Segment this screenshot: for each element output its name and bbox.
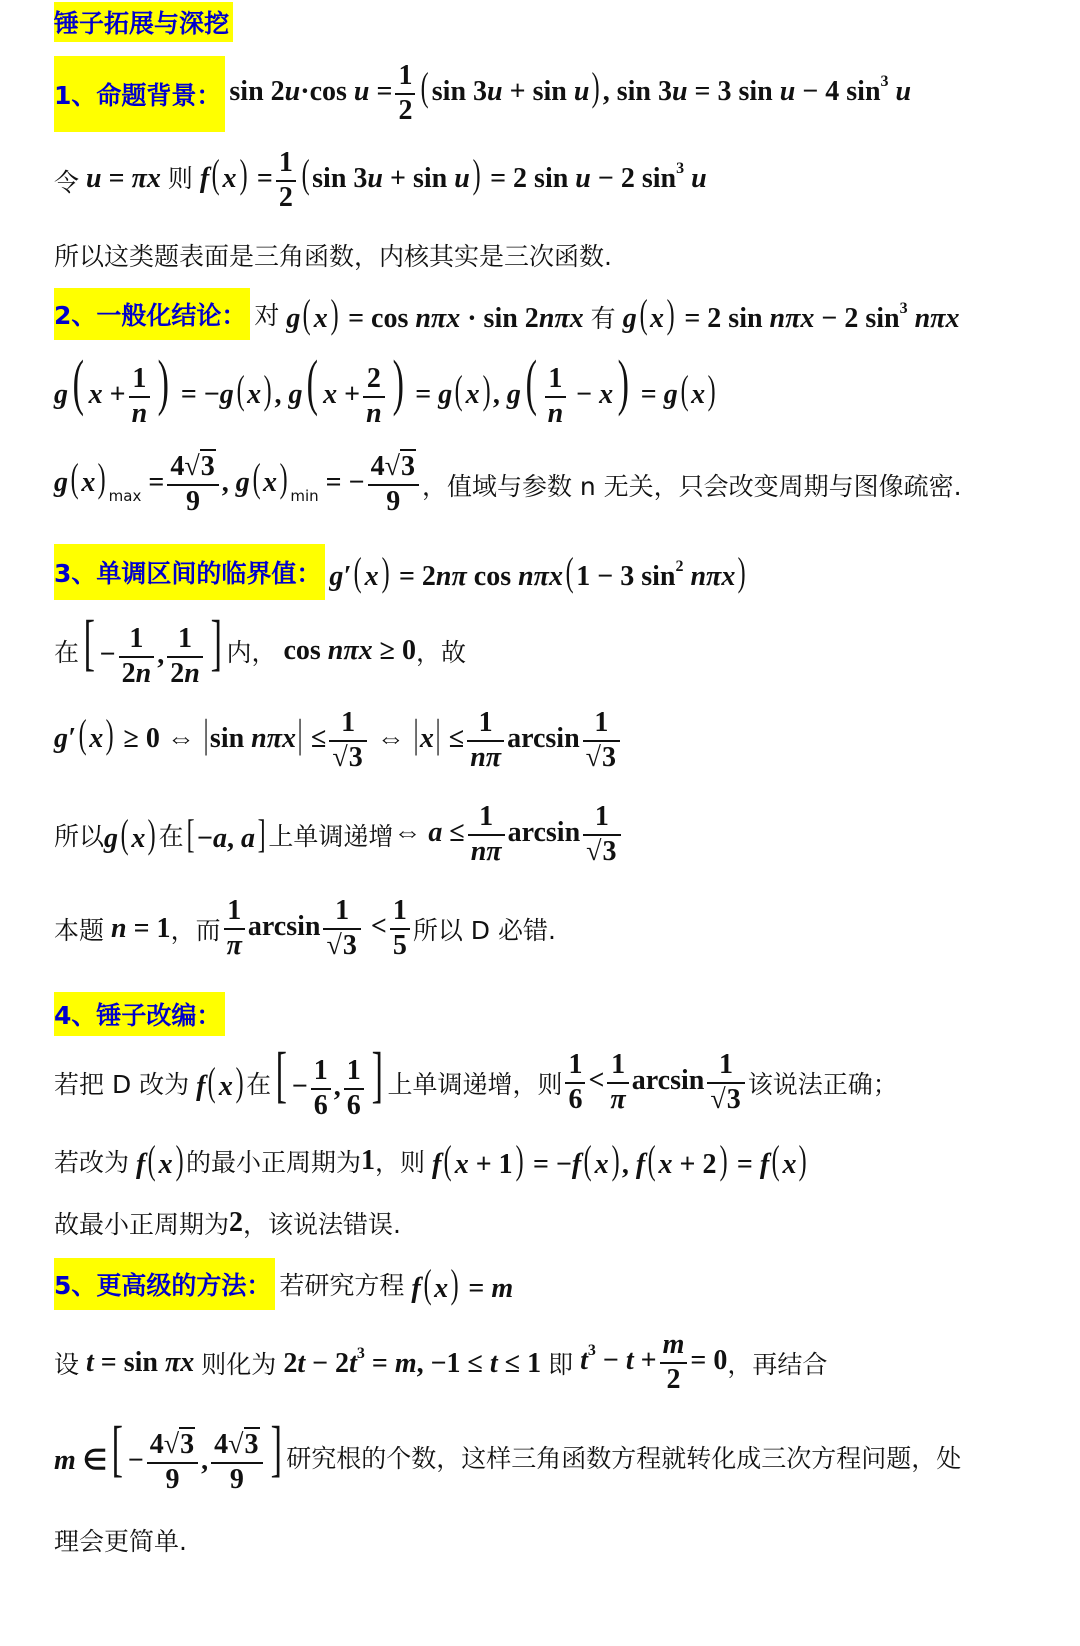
s3-line-5: 本题 n = 1 ，而 $\frac{1}{\pi}$ arcsin $\frac{1}{√3}$ < $\frac{1}{5}$ 所以 D 必错. [54, 895, 556, 961]
s3-line-1 [54, 544, 1062, 600]
s2-l2-formula: g( x + $\frac{1}{n}$ ) = −g(x), g( x + $\frac{2}{n}$ ) = g(x), g( $\frac{1}{n}$ − x) = g(x) [54, 349, 716, 429]
s1-line-1 [54, 56, 1062, 132]
s5-l3-formula: m ∈[ − $\frac{4√3}{9}$ , $\frac{4√3}{9}$ ] [54, 1415, 282, 1495]
title-row [54, 2, 1062, 42]
s4-line-0 [54, 992, 1062, 1036]
s3-line-2: 在 [ − $\frac{1}{2n}$ , $\frac{1}{2n}$ ] 内， cos nπx ≥ 0 ，故 [54, 609, 467, 689]
s4-l1-text-d: 该说法正确； [747, 1069, 898, 1099]
s4-line-2: 若改为 f(x) 的最小正周期为 1 ，则 f(x + 1) = −f(x), f(x + 2) = f(x) [54, 1140, 1062, 1181]
s5-heading: 5、更高级的方法： [54, 1258, 275, 1310]
s4-l1-text-a: 若把 D 改为 [54, 1069, 190, 1099]
s2-l1-formula: g(x) = cos nπx · sin 2nπx 有 g(x) = 2 sin nπx − 2 $\sin^3 n\pi x$ [286, 290, 960, 336]
s3-l2-formula: [ − $\frac{1}{2n}$ , $\frac{1}{2n}$ ] [83, 609, 222, 689]
s5-l2-text-d: ，再结合 [727, 1349, 828, 1379]
s4-l2-text-a: 若改为 [54, 1147, 130, 1177]
s3-l5-text-b: ，而 [170, 915, 221, 945]
s4-line-3: 故最小正周期为 2 ，该说法错误. [54, 1207, 401, 1239]
s3-l5-formula: $\frac{1}{\pi}$ arcsin $\frac{1}{√3}$ < $\frac{1}{5}$ [221, 896, 413, 962]
s4-heading: 4、锤子改编： [54, 992, 225, 1036]
s1-line-3 [54, 237, 1062, 273]
s5-line-4 [54, 1522, 1062, 1558]
s3-l5-text-a: 本题 [54, 915, 105, 945]
s3-l4-text-a: 所以 [54, 821, 105, 851]
s2-line-3 [54, 452, 1062, 518]
s4-l1-text-b: 在 [246, 1069, 272, 1099]
s1-formula: sin 2u·cos u = $\frac{1}{2}$ (sin 3u + sin u), sin 3u = 3 sin u − 4 $\sin^3 u$ [229, 60, 912, 126]
s1-heading: 1、命题背景： [54, 56, 225, 132]
s3-l4-text-b: 在 [158, 821, 184, 851]
s5-l4-text: 理会更简单. [54, 1527, 187, 1556]
s4-l1-interval: [ − $\frac{1}{6}$ , $\frac{1}{6}$ ] [275, 1041, 383, 1121]
s4-l2-formula: f(x + 1) = −f(x), f(x + 2) = f(x) [432, 1137, 808, 1182]
page-title: 锤子拓展与深挖 [54, 2, 233, 42]
s4-l2-text-c: ，则 [375, 1147, 426, 1177]
s5-l3-text: 研究根的个数，这样三角函数方程就转化成三次方程问题，处 [286, 1443, 962, 1473]
s5-l2-text-c: 即 [548, 1349, 574, 1379]
s3-l3-formula: g′(x) ≥ 0 ⇔ |sin nπx| ≤ $\frac{1}{√3}$ ⇔ |x| ≤ $\frac{1}{n\pi}$ arcsin $\frac{1}{√3}$ [54, 708, 623, 774]
s2-line-2 [54, 349, 1062, 429]
s3-l5-text-c: 所以 D 必错. [412, 915, 556, 945]
s1-l2-text: 令 [54, 167, 80, 197]
s4-l3-text-b: ，该说法错误. [243, 1210, 401, 1239]
s4-line-1: 若把 D 改为 f(x) 在 [ − $\frac{1}{6}$ , $\frac{1}{6}$ ] 上单调递增，则 $\frac{1}{6}$ < $\frac{1}{\pi}$ arcsin $\frac{1}{√3}$ 该说法正确； [54, 1041, 898, 1121]
s5-l1-text: 若研究方程 [279, 1271, 405, 1300]
s4-l3-text-a: 故最小正周期为 [54, 1210, 230, 1239]
s3-l4-formula: ⇔ a ≤ $\frac{1}{n\pi}$ arcsin $\frac{1}{√3}$ [393, 802, 623, 868]
s3-l2-text-c: ，故 [416, 637, 467, 667]
s3-l1-formula: g′(x) = 2nπ cos nπx(1 − 3 $\sin^2 n\pi x$) [329, 548, 747, 594]
s3-heading: 3、单调区间的临界值： [54, 544, 325, 600]
s5-l1-formula: f(x) = m [411, 1260, 514, 1306]
s3-l2-text-a: 在 [54, 637, 80, 667]
s5-line-3 [54, 1415, 1062, 1495]
s3-line-4: 所以 g(x) 在 [−a, a] 上单调递增 ⇔ a ≤ $\frac{1}{n\pi}$ arcsin $\frac{1}{√3}$ [54, 802, 1062, 868]
s1-l3-text: 所以这类题表面是三角函数，内核其实是三次函数. [54, 242, 612, 271]
s2-l3-text: ，值域与参数 n 无关，只会改变周期与图像疏密. [421, 471, 962, 501]
s1-line-2 [54, 148, 1062, 214]
s3-l4-text-c: 上单调递增 [268, 821, 394, 851]
s5-l2-formula: $2t - 2t^3 = m$, −1 ≤ t ≤ 1 [276, 1345, 549, 1380]
s4-l1-formula: $\frac{1}{6}$ < $\frac{1}{\pi}$ arcsin $\frac{1}{√3}$ [562, 1050, 747, 1116]
s5-line-1 [54, 1258, 1062, 1310]
s2-heading: 2、一般化结论： [54, 288, 250, 340]
s5-line-2: 设 t = sin πx 则化为 $2t - 2t^3 = m$, −1 ≤ t ≤ 1 即 $t^3 - t$ + $\frac{m}{2}$ = 0 ，再结合 [54, 1329, 828, 1395]
s5-l2-text-a: 设 [54, 1349, 80, 1379]
s3-l2-text-b: 内， [226, 637, 277, 667]
s1-l2-formula: u = πx 则 f(x) = $\frac{1}{2}$ (sin 3u + sin u) = 2 sin u − 2 $\sin^3 u$ [86, 147, 707, 213]
s2-line-1 [54, 288, 1062, 340]
s2-l3-formula: g(x) $_{max}$ = $\frac{4√3}{9}$ , g(x) $_{min}$ = − $\frac{4√3}{9}$ [54, 452, 422, 518]
s5-l2-text-b: 则化为 [201, 1349, 277, 1379]
s3-line-3 [54, 708, 1062, 774]
s4-l2-text-b: 的最小正周期为 [186, 1147, 362, 1177]
s2-l1-text-a: 对 [254, 301, 280, 330]
s4-l1-text-c: 上单调递增，则 [387, 1069, 563, 1099]
